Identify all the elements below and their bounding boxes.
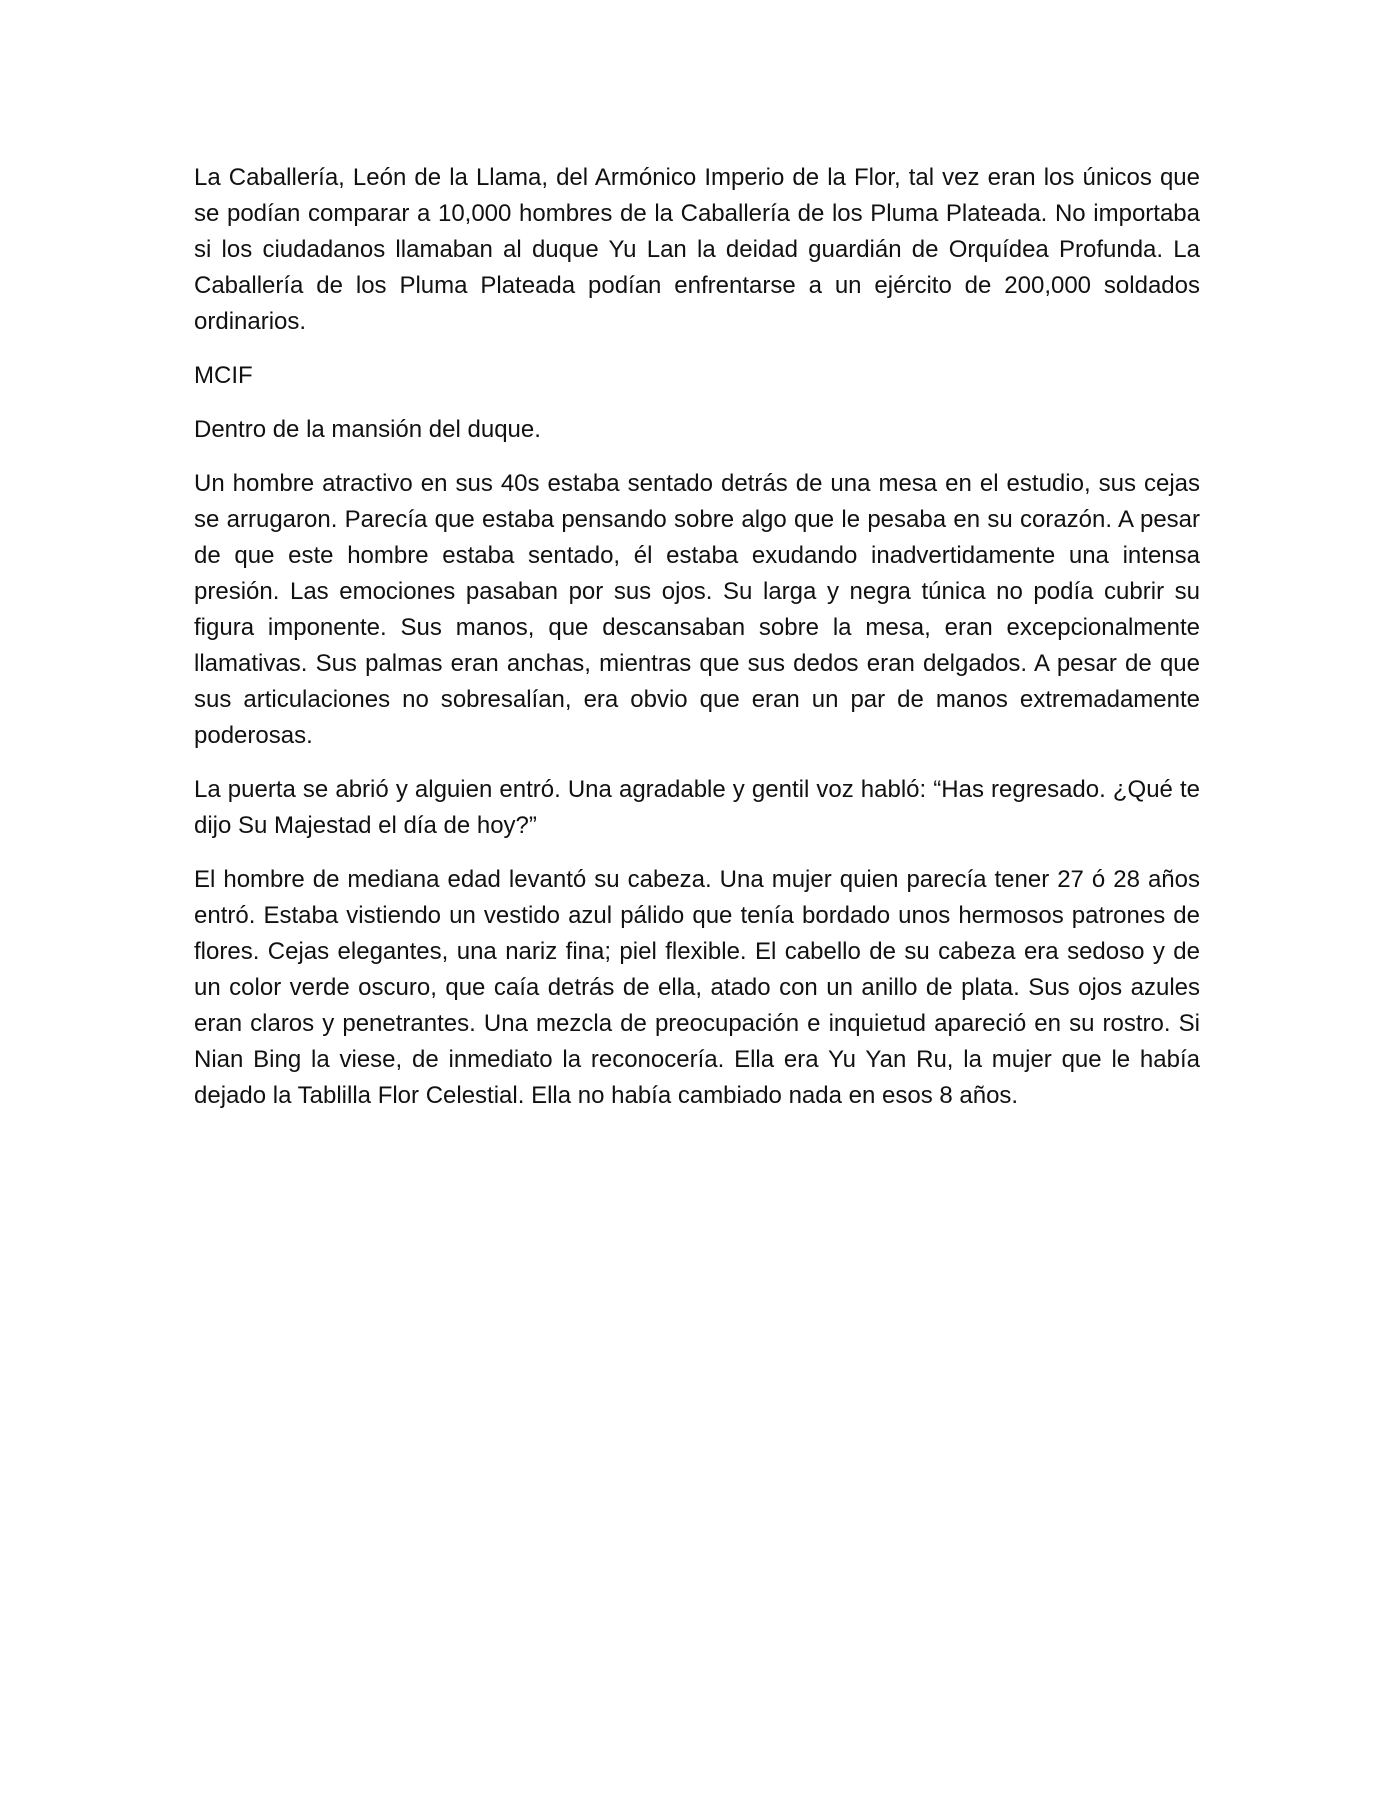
paragraph-5: La puerta se abrió y alguien entró. Una agradable y gentil voz habló: “Has regresado. ¿Qué te dijo Su Majestad el día de hoy?” <box>194 776 1200 839</box>
paragraph-1: La Caballería, León de la Llama, del Armónico Imperio de la Flor, tal vez eran los únicos que se podían comparar a 10,000 hombres de la Caballería de los Pluma Plateada. No importaba si los ciudadanos llamaban al duque Yu Lan la deidad guardián de Orquídea Profunda. La Caballería de los Pluma Plateada podían enfrentarse a un ejército de 200,000 soldados ordinarios. <box>194 164 1200 335</box>
paragraph-6: El hombre de mediana edad levantó su cabeza. Una mujer quien parecía tener 27 ó 28 años entró. Estaba vistiendo un vestido azul pálido que tenía bordado unos hermosos patrones de flores. Cejas elegantes, una nariz fina; piel flexible. El cabello de su cabeza era sedoso y de un color verde oscuro, que caía detrás de ella, atado con un anillo de plata. Sus ojos azules eran claros y penetrantes. Una mezcla de preocupación e inquietud apareció en su rostro. Si Nian Bing la viese, de inmediato la reconocería. Ella era Yu Yan Ru, la mujer que le había dejado la Tablilla Flor Celestial. Ella no había cambiado nada en esos 8 años. <box>194 866 1200 1109</box>
paragraph-3: Dentro de la mansión del duque. <box>194 416 541 443</box>
paragraph-4: Un hombre atractivo en sus 40s estaba sentado detrás de una mesa en el estudio, sus cejas se arrugaron. Parecía que estaba pensando sobre algo que le pesaba en su corazón. A pesar de que este hombre estaba sentado, él estaba exudando inadvertidamente una intensa presión. Las emociones pasaban por sus ojos. Su larga y negra túnica no podía cubrir su figura imponente. Sus manos, que descansaban sobre la mesa, eran excepcionalmente llamativas. Sus palmas eran anchas, mientras que sus dedos eran delgados. A pesar de que sus articulaciones no sobresalían, era obvio que eran un par de manos extremadamente poderosas. <box>194 470 1200 749</box>
document-body <box>194 160 1200 1132</box>
paragraph-2-section-marker: MCIF <box>194 362 253 389</box>
